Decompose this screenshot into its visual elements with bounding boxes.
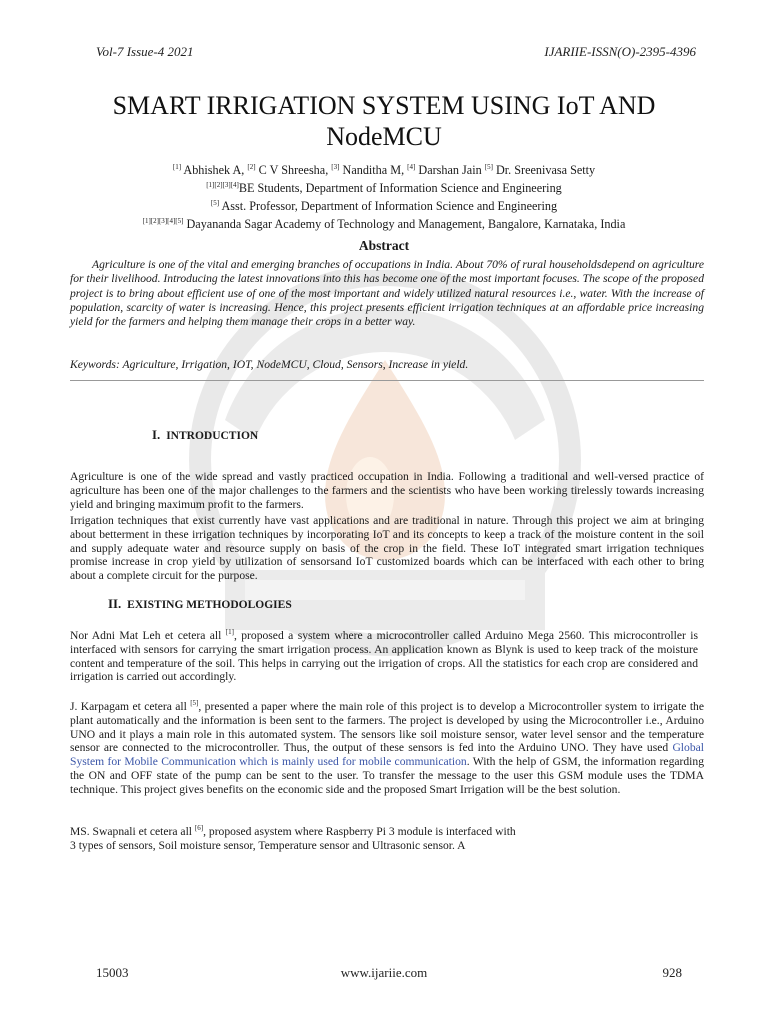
paper-title-line-1: SMART IRRIGATION SYSTEM USING IoT AND — [112, 91, 656, 120]
footer-website: www.ijariie.com — [340, 965, 428, 980]
intro-paragraph-1: Agriculture is one of the wide spread and vastly practiced occupation in India. Following a traditional and well-versed practice of agriculture has been one of the major challenges to the farmers and the scientists who have been working tirelessly towards increasing yield and bringing maximum profit to the farmers. — [70, 470, 704, 511]
existing-paragraph-1: Nor Adni Mat Leh et cetera all [1], proposed a system where a microcontroller called Arduino Mega 2560. This microcontroller is interfaced with sensors for carrying the smart irrigation process. An application known as Blynk is used to keep track of the moisture content and temperature of the soil. This helps in carrying out the irrigation of crops. All the statistics for each crop are considered and irrigation is carried out accordingly. — [70, 628, 698, 684]
author-affiliation-institution: [1][2][3][4][5] Dayananda Sagar Academy of Technology and Management, Bangalore, Karnataka, India — [142, 217, 626, 231]
existing-paragraph-2: J. Karpagam et cetera all [5], presented a paper where the main role of this project is to develop a Microcontroller system to irrigate the plant automatically and the information is been sent to the farmers. The project is developed by using the Microcontroller i.e., Arduino UNO and it plays a main role in this automated system. The sensors like soil moisture sensor, water level sensor and the temperature sensor are connected to the microcontroller. Thus, the output of these sensors is fed into the Arduino UNO. They have used Global System for Mobile Communication which is mainly used for mobile communication. With the help of GSM, the information regarding the ON and OFF state of the pump can be sent to the user. To transfer the message to the user this GSM module uses the TDMA technique. This project gives benefits on the economic side and the proposed Smart Irrigation will be the best solution. — [70, 699, 704, 796]
running-header-volume: Vol-7 Issue-4 2021 — [96, 44, 194, 59]
gsm-highlight-text: Global System for Mobile Communication which is mainly used for mobile communication — [70, 741, 704, 769]
existing-paragraph-3: MS. Swapnali et cetera all [6], proposed asystem where Raspberry Pi 3 module is interfaced with 3 types of sensors, Soil moisture sensor, Temperature sensor and Ultrasonic sensor. A — [70, 824, 516, 852]
keywords-line: Keywords: Agriculture, Irrigation, IOT, NodeMCU, Cloud, Sensors, Increase in yield. — [70, 358, 469, 371]
author-affiliation-students: [1][2][3][4]BE Students, Department of Information Science and Engineering — [206, 181, 562, 195]
running-header-issn: IJARIIE-ISSN(O)-2395-4396 — [544, 44, 696, 59]
footer-paper-id: 15003 — [96, 965, 129, 980]
section-heading-existing-methodologies: II. EXISTING METHODOLOGIES — [108, 597, 292, 611]
author-affiliation-professor: [5] Asst. Professor, Department of Information Science and Engineering — [210, 199, 558, 213]
footer-page-number: 928 — [662, 965, 682, 980]
abstract-heading: Abstract — [358, 238, 410, 253]
paper-title-line-2: NodeMCU — [326, 122, 442, 151]
paper-title — [60, 90, 708, 152]
section-heading-introduction: I. INTRODUCTION — [152, 428, 259, 442]
author-names: [1] Abhishek A, [2] C V Shreesha, [3] Nanditha M, [4] Darshan Jain [5] Dr. Sreenivasa Setty — [172, 163, 596, 177]
abstract-divider — [70, 380, 704, 381]
intro-paragraph-2: Irrigation techniques that exist currently have vast applications and are traditional in nature. Through this project we aim at bringing about betterment in these irrigation techniques by incorporating IoT and its concepts to keep a track of the moisture content in the soil and supply adequate water and resource supply on basis of the crop in the field. These IoT integrated smart irrigation techniques promise increase in crop yield by utilization of sensorsand IoT customized boards which can be interfaced with each other to bring about a complete circuit for the purpose. — [70, 514, 704, 583]
abstract-text: Agriculture is one of the vital and emerging branches of occupations in India. About 70% of rural householdsdepend on agriculture for their livelihood. Introducing the latest innovations into this has become one of the most important focuses. The scope of the proposed project is to bring about efficient use of one of the most important and widely utilized natural resources i.e., water. With the increase of population, scarcity of water is increasing. Hence, this project presents efficient irrigation techniques at an affordable price increasing yield for the farmers and helping them manage their crops in a better way. — [70, 258, 704, 329]
author-block — [60, 160, 708, 232]
